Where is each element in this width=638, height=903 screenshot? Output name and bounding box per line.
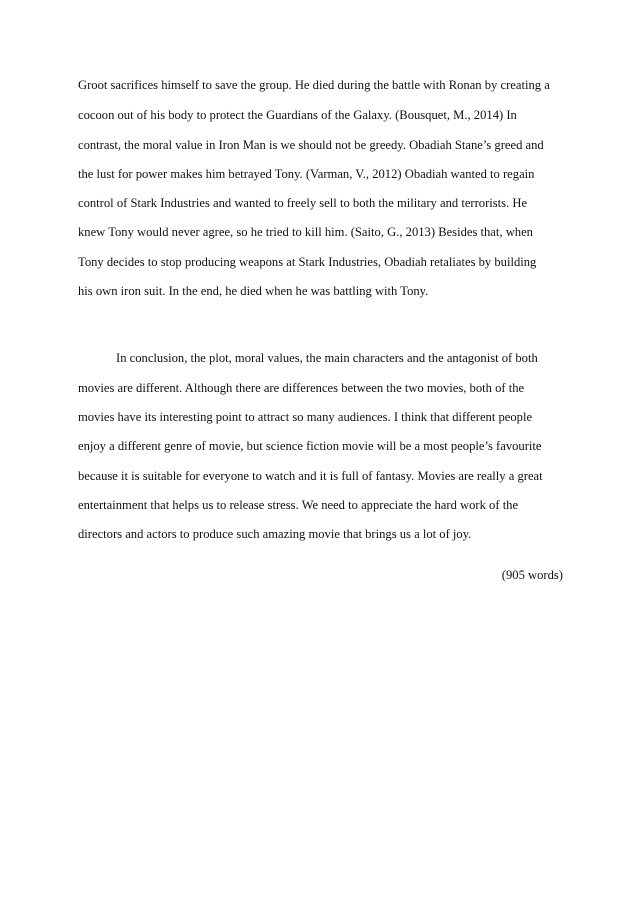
paragraph-2-line-7: directors and actors to produce such amazing movie that brings us a lot of joy. <box>78 527 472 541</box>
paragraph-2-line-3: movies have its interesting point to attract so many audiences. I think that different people <box>78 410 533 424</box>
paragraph-1-line-2: cocoon out of his body to protect the Guardians of the Galaxy. (Bousquet, M., 2014) In <box>78 108 517 122</box>
paragraph-2-line-1: In conclusion, the plot, moral values, the main characters and the antagonist of both <box>116 351 538 365</box>
paragraph-2-line-5: because it is suitable for everyone to watch and it is full of fantasy. Movies are really a great <box>78 469 543 483</box>
paragraph-1-line-4: the lust for power makes him betrayed Tony. (Varman, V., 2012) Obadiah wanted to regain <box>78 167 535 181</box>
word-count: (905 words) <box>501 568 563 582</box>
paragraph-1-line-5: control of Stark Industries and wanted to freely sell to both the military and terrorists. He <box>78 196 528 210</box>
paragraph-1-line-3: contrast, the moral value in Iron Man is we should not be greedy. Obadiah Stane’s greed and <box>78 138 544 152</box>
paragraph-1-line-1: Groot sacrifices himself to save the group. He died during the battle with Ronan by creating a <box>78 78 550 92</box>
paragraph-2-line-4: enjoy a different genre of movie, but science fiction movie will be a most people’s favourite <box>78 439 542 453</box>
paragraph-1-line-7: Tony decides to stop producing weapons at Stark Industries, Obadiah retaliates by building <box>78 255 537 269</box>
paragraph-1-line-6: knew Tony would never agree, so he tried to kill him. (Saito, G., 2013) Besides that, when <box>78 225 533 239</box>
paragraph-2-line-2: movies are different. Although there are differences between the two movies, both of the <box>78 381 525 395</box>
paragraph-1-line-8: his own iron suit. In the end, he died when he was battling with Tony. <box>78 284 429 298</box>
paragraph-2-line-6: entertainment that helps us to release stress. We need to appreciate the hard work of the <box>78 498 519 512</box>
